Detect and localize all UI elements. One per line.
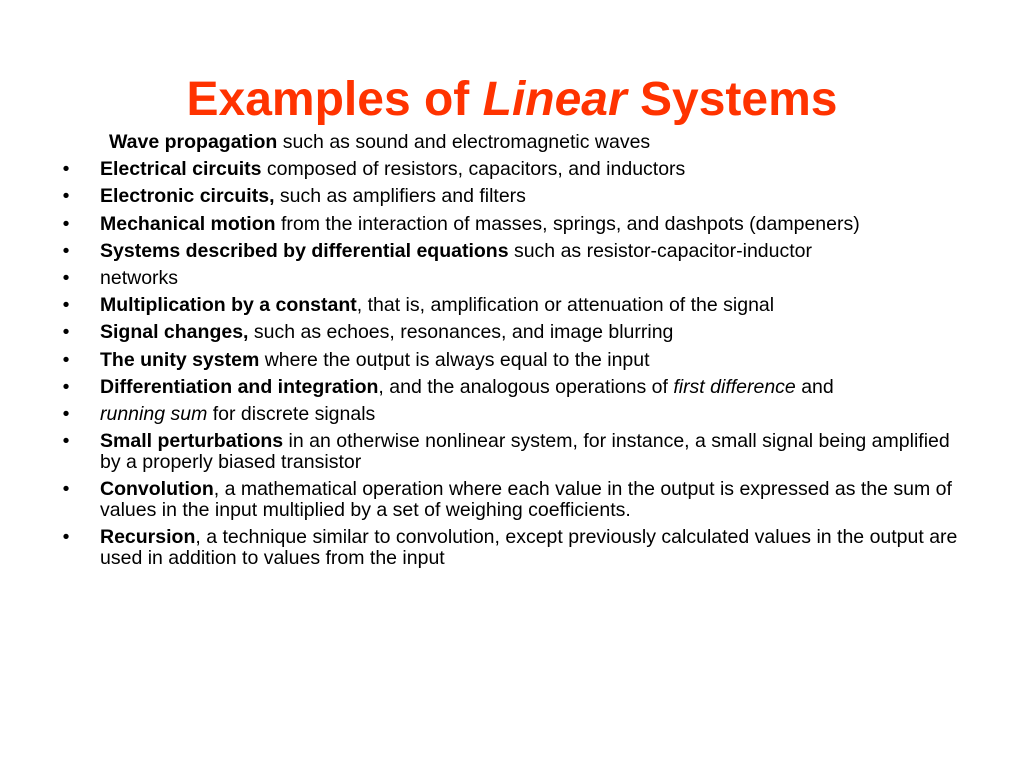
item-text: such as sound and electromagnetic waves	[277, 131, 651, 153]
item-text: such as amplifiers and filters	[274, 185, 526, 208]
bullet-icon: •	[62, 294, 70, 317]
bullet-icon: •	[62, 158, 70, 181]
item-bold-text: Systems described by differential equations	[100, 239, 509, 262]
item-bold-text: Electrical circuits	[100, 158, 262, 181]
item-bold-text: Small perturbations	[100, 430, 284, 453]
item-text: composed of resistors, capacitors, and inductors	[261, 158, 686, 181]
item-text: from the interaction of masses, springs, and dashpots (dampeners)	[275, 212, 860, 235]
bullet-icon: •	[62, 185, 70, 208]
list-item-recursion	[56, 527, 972, 569]
item-italic-text: first difference	[673, 375, 796, 398]
bullet-icon: •	[62, 375, 70, 398]
bullet-icon: •	[62, 212, 70, 235]
slide-title	[0, 70, 1024, 130]
list-item-convolution	[56, 479, 972, 521]
item-tail-text: and	[795, 375, 834, 398]
item-text: where the output is always equal to the input	[259, 348, 650, 371]
item-text: such as echoes, resonances, and image blurring	[248, 321, 674, 344]
item-italic-text: running sum	[100, 402, 208, 425]
list-item-mechanical-motion	[56, 214, 972, 235]
list-item-small-perturbations	[56, 431, 972, 473]
title-text-start: Examples of	[186, 73, 483, 127]
bullet-icon: •	[62, 478, 70, 501]
item-bold-text: Signal changes,	[100, 321, 249, 344]
item-text: in an otherwise nonlinear system, for instance, a small signal being amplified by a properly biased transistor	[100, 430, 950, 474]
item-text: , a technique similar to convolution, except previously calculated values in the output are used in addition to values from the input	[100, 526, 958, 570]
bullet-icon: •	[62, 239, 70, 262]
item-bold-text: Recursion	[100, 526, 196, 549]
list-item-differential-equations	[56, 241, 972, 262]
title-text-end: Systems	[626, 73, 838, 127]
list-item-multiplication	[56, 295, 972, 316]
list-item-running-sum	[56, 404, 972, 425]
bullet-icon: •	[62, 430, 70, 453]
bullet-icon: •	[62, 321, 70, 344]
list-item-wave-propagation	[56, 132, 972, 153]
bullet-icon: •	[62, 348, 70, 371]
item-bold-text: Convolution	[100, 478, 214, 501]
bullet-icon: •	[62, 526, 70, 549]
bullet-list	[56, 132, 972, 576]
list-item-networks	[56, 268, 972, 289]
item-text: , that is, amplification or attenuation of the signal	[356, 294, 775, 317]
item-bold-text: Wave propagation	[109, 131, 278, 153]
item-text: for discrete signals	[207, 402, 376, 425]
title-text-emphasis: Linear	[482, 73, 627, 127]
list-item-differentiation-integration	[56, 377, 972, 398]
list-item-electrical-circuits	[56, 159, 972, 180]
item-bold-text: The unity system	[100, 348, 260, 371]
list-item-unity-system	[56, 350, 972, 371]
item-text: , a mathematical operation where each value in the output is expressed as the sum of values in the input multiplied by a set of weighing coefficients.	[100, 478, 952, 522]
item-text: , and the analogous operations of	[378, 375, 674, 398]
list-item-signal-changes	[56, 322, 972, 343]
item-text: networks	[100, 266, 179, 289]
bullet-icon: •	[62, 266, 70, 289]
bullet-icon: •	[62, 402, 70, 425]
item-text: such as resistor-capacitor-inductor	[508, 239, 812, 262]
item-bold-text: Differentiation and integration	[100, 375, 379, 398]
item-bold-text: Multiplication by a constant	[100, 294, 357, 317]
list-item-electronic-circuits	[56, 186, 972, 207]
item-bold-text: Mechanical motion	[100, 212, 276, 235]
item-bold-text: Electronic circuits,	[100, 185, 275, 208]
